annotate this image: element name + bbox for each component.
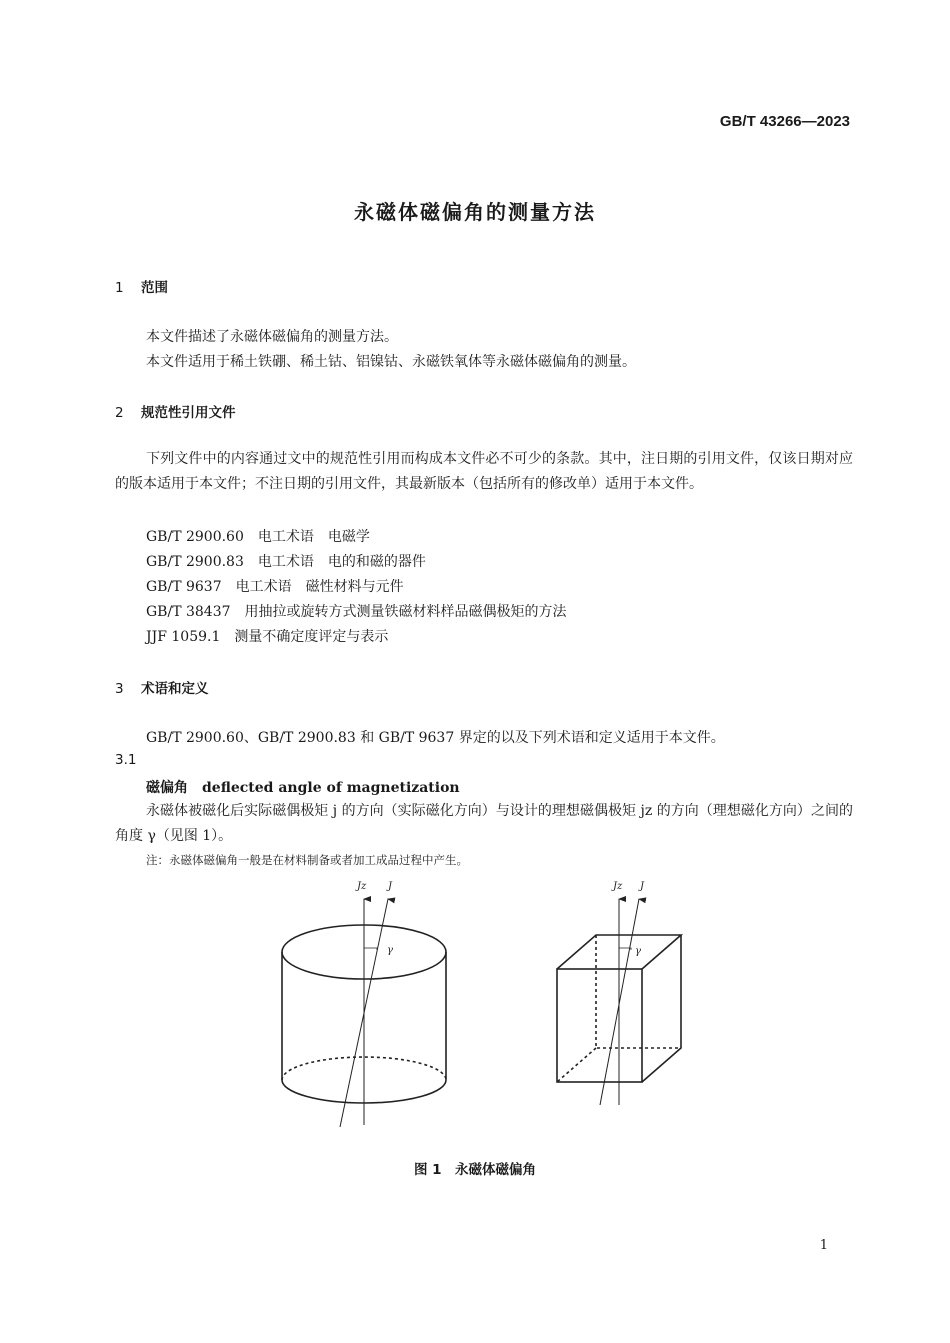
section-number: 2 xyxy=(115,405,124,421)
box-diagram xyxy=(557,899,681,1105)
term-chinese: 磁偏角 xyxy=(146,780,188,796)
section-title: 范围 xyxy=(141,280,168,296)
term-definition: 永磁体被磁化后实际磁偶极矩 j 的方向（实际磁化方向）与设计的理想磁偶极矩 jz 的方向（理想磁化方向）之间的角度 γ（见图 1）。 xyxy=(115,803,853,844)
term-number: 3.1 xyxy=(115,752,137,768)
reference-code: GB/T 2900.60 xyxy=(146,529,244,545)
reference-title: 电工术语 电的和磁的器件 xyxy=(257,554,426,570)
standard-number: GB/T 43266—2023 xyxy=(719,113,850,130)
reference-code: GB/T 9637 xyxy=(146,579,222,595)
section-number: 1 xyxy=(115,280,124,296)
reference-title: 电工术语 电磁学 xyxy=(257,529,370,545)
paragraph: 下列文件中的内容通过文中的规范性引用而构成本文件必不可少的条款。其中，注日期的引用文件，仅该日期对应的版本适用于本文件；不注日期的引用文件，其最新版本（包括所有的修改单）适用于本文件。 xyxy=(115,451,853,492)
reference-title: 用抽拉或旋转方式测量铁磁材料样品磁偶极矩的方法 xyxy=(244,604,567,620)
section-title: 术语和定义 xyxy=(141,681,209,697)
reference-code: JJF 1059.1 xyxy=(146,629,221,645)
paragraph: 本文件描述了永磁体磁偏角的测量方法。 xyxy=(146,329,398,345)
section-title: 规范性引用文件 xyxy=(141,405,236,421)
cylinder-jz-label: Jz xyxy=(357,881,367,892)
reference-title: 电工术语 磁性材料与元件 xyxy=(235,579,404,595)
note: 注：永磁体磁偏角一般是在材料制备或者加工成品过程中产生。 xyxy=(146,853,468,867)
cylinder-gamma-label: γ xyxy=(387,945,393,956)
reference-code: GB/T 38437 xyxy=(146,604,231,620)
reference-title: 测量不确定度评定与表示 xyxy=(234,629,389,645)
box-jz-label: Jz xyxy=(613,881,623,892)
figure-caption: 图 1 永磁体磁偏角 xyxy=(413,1162,537,1178)
paragraph: GB/T 2900.60、GB/T 2900.83 和 GB/T 9637 界定的以及下列术语和定义适用于本文件。 xyxy=(146,730,725,746)
document-title: 永磁体磁偏角的测量方法 xyxy=(354,200,596,224)
cylinder-diagram xyxy=(282,899,446,1127)
section-number: 3 xyxy=(115,681,124,697)
page-number: 1 xyxy=(819,1238,828,1253)
reference-code: GB/T 2900.83 xyxy=(146,554,244,570)
box-j-label: J xyxy=(640,881,645,892)
cylinder-j-label: J xyxy=(388,881,393,892)
term-english: deflected angle of magnetization xyxy=(202,780,460,796)
box-gamma-label: γ xyxy=(635,946,641,957)
paragraph: 本文件适用于稀土铁硼、稀土钴、铝镍钴、永磁铁氧体等永磁体磁偏角的测量。 xyxy=(146,354,636,370)
